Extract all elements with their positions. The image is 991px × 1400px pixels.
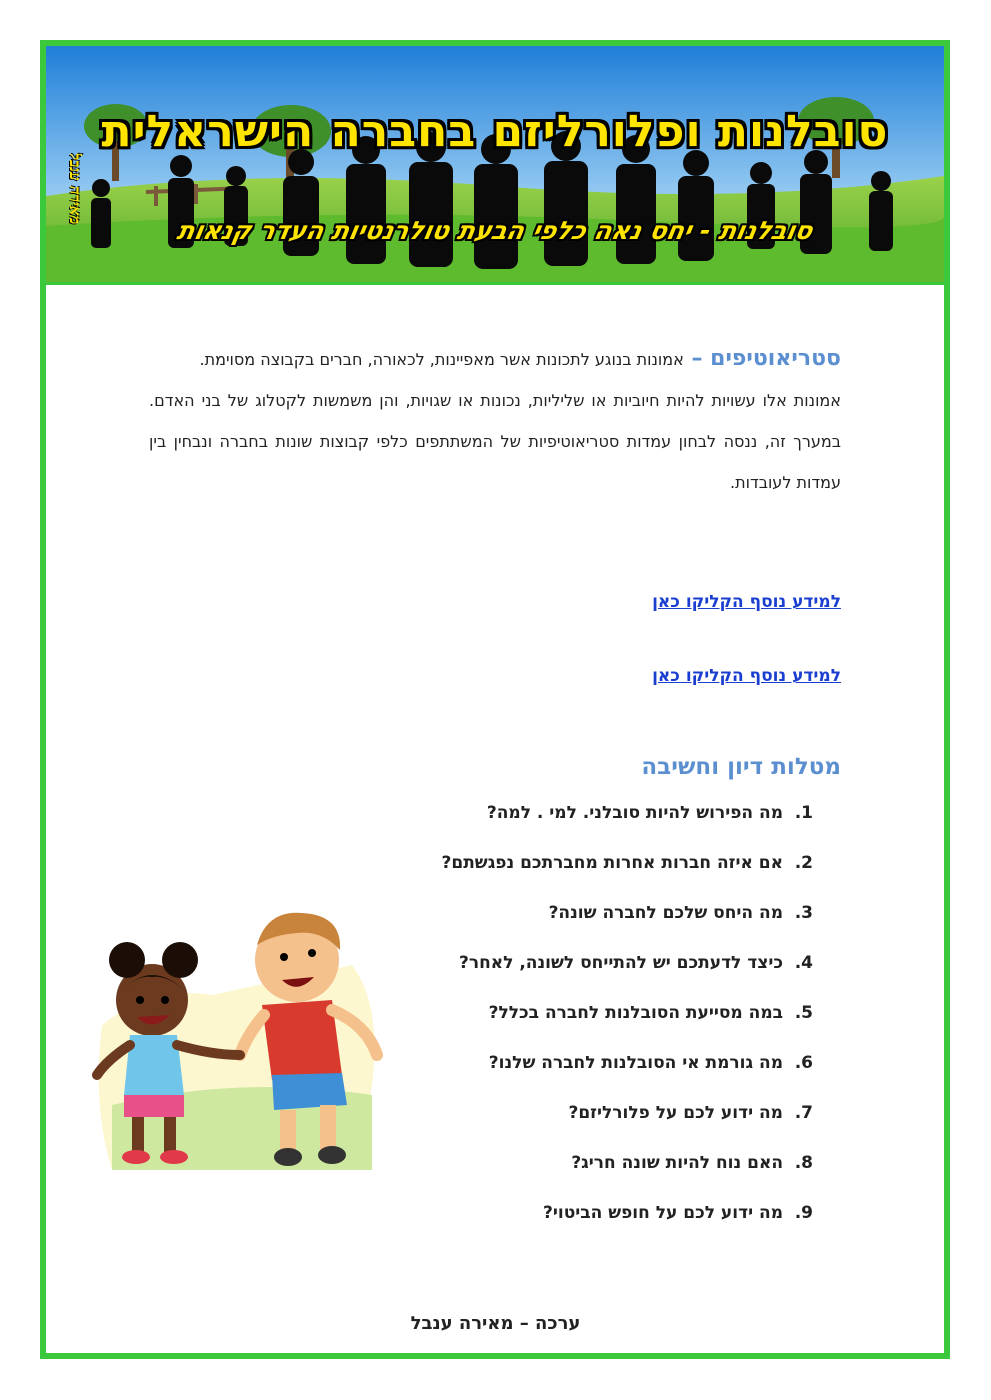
banner-title: סובלנות ופלורליזם בחברה הישראלית: [101, 106, 889, 157]
question-text: במה מסייעת הסובלנות לחברה בכלל?: [488, 1003, 783, 1023]
question-number: 9.: [794, 1203, 813, 1223]
question-item: [442, 1146, 814, 1196]
question-text: אם איזה חברות אחרות מחברתכם נפגשתם?: [441, 853, 783, 873]
question-number: 5.: [794, 1003, 813, 1023]
question-item: [442, 1096, 814, 1146]
question-item: [442, 996, 814, 1046]
question-text: מה ידוע לכם על פלורליזם?: [568, 1103, 783, 1123]
question-item: [442, 1196, 814, 1246]
question-number: 7.: [794, 1103, 813, 1123]
question-text: מה הפירוש להיות סובלני. למי . למה?: [486, 803, 783, 823]
banner-illustration: [46, 46, 944, 282]
question-number: 3.: [794, 903, 813, 923]
question-text: מה היחס שלכם לחברה שונה?: [548, 903, 783, 923]
question-item: [442, 1046, 814, 1096]
question-text: מה גורמת אי הסובלנות לחברה שלנו?: [488, 1053, 783, 1073]
question-list: [442, 796, 814, 1246]
question-number: 2.: [794, 853, 813, 873]
question-number: 8.: [794, 1153, 813, 1173]
question-text: כיצד לדעתכם יש להתייחס לשונה, לאחר?: [458, 953, 783, 973]
term-dash: –: [683, 346, 711, 371]
more-info-link-1[interactable]: למידע נוסף הקליקו כאן: [652, 592, 841, 612]
question-text: מה ידוע לכם על חופש הביטוי?: [543, 1203, 783, 1223]
banner-subtitle: סובלנות - יחס נאה כלפי הבעת טולרנטיות העדר קנאות: [174, 216, 816, 245]
question-item: [442, 846, 814, 896]
question-item: [442, 946, 814, 996]
header-banner: [46, 46, 944, 285]
question-item: [442, 896, 814, 946]
footer-credit: ערכה – מאירה ענבל: [410, 1313, 581, 1334]
banner-signature: מאירה ענבל: [66, 152, 84, 224]
question-number: 1.: [794, 803, 813, 823]
question-text: האם נוח להיות שונה חריג?: [571, 1153, 783, 1173]
intro-body: אמונות אלו עשויות להיות חיוביות או שליליות, נכונות או שגויות, והן משמשות לקטלוג של בני האדם. במערך זה, ננסה לבחון עמדות סטריאוטיפיות של המשתתפים כלפי קבוצות שונות בחברה ונבחין בין עמדות לעובדות.: [149, 391, 841, 492]
children-illustration: [92, 905, 392, 1180]
term-definition: אמונות בנוגע לתכונות אשר מאפיינות, לכאורה, חברים בקבוצה מסוימת.: [199, 350, 684, 369]
more-info-link-2[interactable]: למידע נוסף הקליקו כאן: [652, 666, 841, 686]
term-heading: סטריאוטיפים: [710, 346, 841, 371]
intro-paragraph: [149, 338, 841, 503]
question-number: 6.: [794, 1053, 813, 1073]
question-item: [442, 796, 814, 846]
discussion-title: מטלות דיון וחשיבה: [641, 754, 841, 780]
question-number: 4.: [794, 953, 813, 973]
